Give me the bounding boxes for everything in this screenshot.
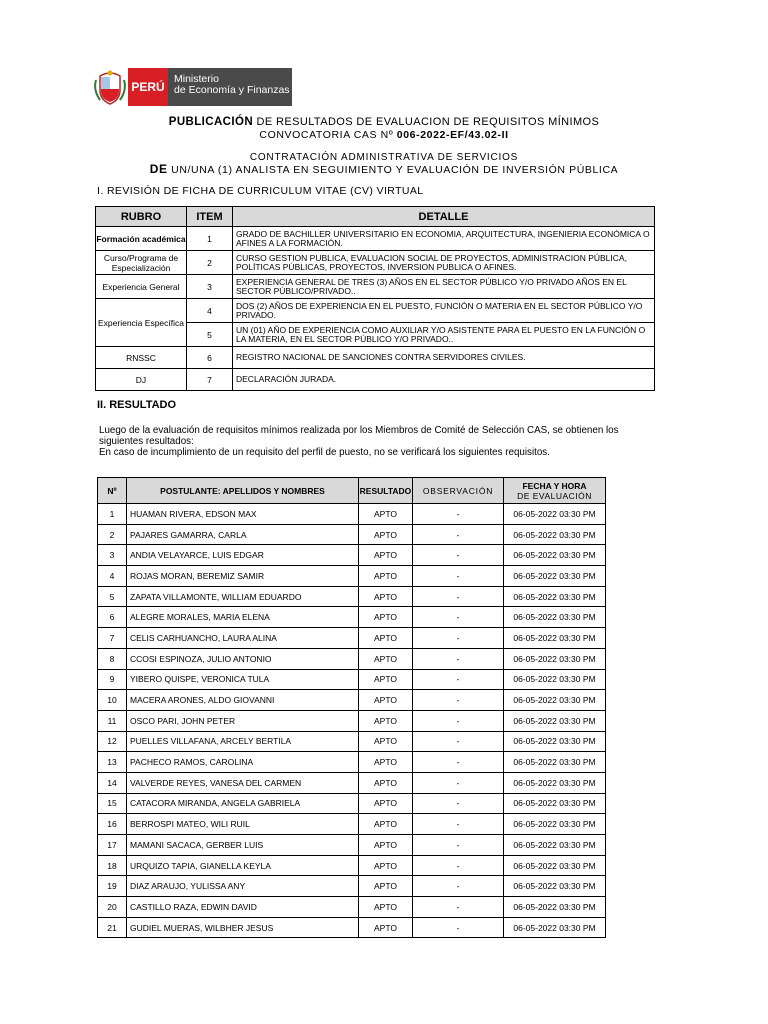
applicant-name: MAMANI SACACA, GERBER LUIS	[127, 835, 359, 856]
title-bold-word: PUBLICACIÓN	[168, 116, 254, 128]
observation-cell: -	[413, 772, 504, 793]
title-line-4	[0, 162, 768, 176]
evaluation-date: 06-05-2022 03:30 PM	[504, 710, 606, 731]
result-cell: APTO	[359, 731, 413, 752]
evaluation-date: 06-05-2022 03:30 PM	[504, 690, 606, 711]
detail-cell: DOS (2) AÑOS DE EXPERIENCIA EN EL PUESTO, FUNCIÓN O MATERIA EN EL SECTOR PÚBLICO Y/O PRIVADO.	[233, 299, 655, 323]
observation-cell: -	[413, 628, 504, 649]
header-item: ITEM	[187, 207, 233, 227]
row-number: 6	[98, 607, 127, 628]
convocatoria-label: CONVOCATORIA CAS Nº	[259, 129, 394, 141]
table-row	[98, 628, 606, 649]
intro-note: En caso de incumplimiento de un requisito del perfil de puesto, no se verificará los siguientes requisitos.	[99, 447, 550, 458]
row-number: 4	[98, 566, 127, 587]
detail-cell: EXPERIENCIA GENERAL DE TRES (3) AÑOS EN EL SECTOR PÚBLICO Y/O PRIVADO AÑOS EN EL SECTOR PÚBLICO/PRIVADO..	[233, 275, 655, 299]
observation-cell: -	[413, 524, 504, 545]
applicant-name: PUELLES VILLAFANA, ARCELY BERTILA	[127, 731, 359, 752]
item-cell: 5	[187, 323, 233, 347]
row-number: 10	[98, 690, 127, 711]
requirement-row	[96, 251, 655, 275]
observation-cell: -	[413, 504, 504, 525]
observation-cell: -	[413, 876, 504, 897]
title-line-4-prefix: DE	[149, 162, 168, 176]
applicant-name: CATACORA MIRANDA, ANGELA GABRIELA	[127, 793, 359, 814]
applicant-name: CELIS CARHUANCHO, LAURA ALINA	[127, 628, 359, 649]
result-cell: APTO	[359, 669, 413, 690]
row-number: 3	[98, 545, 127, 566]
evaluation-date: 06-05-2022 03:30 PM	[504, 835, 606, 856]
evaluation-date: 06-05-2022 03:30 PM	[504, 648, 606, 669]
intro-paragraph: Luego de la evaluación de requisitos mínimos realizada por los Miembros de Comité de Selección CAS, se obtienen los siguientes resultados:	[99, 425, 619, 447]
table-row	[98, 648, 606, 669]
applicant-name: ZAPATA VILLAMONTE, WILLIAM EDUARDO	[127, 586, 359, 607]
evaluation-date: 06-05-2022 03:30 PM	[504, 814, 606, 835]
result-cell: APTO	[359, 566, 413, 587]
results-intro	[99, 425, 659, 458]
requirement-row	[96, 347, 655, 369]
header-number: Nº	[98, 478, 127, 504]
evaluation-date: 06-05-2022 03:30 PM	[504, 793, 606, 814]
detail-cell: UN (01) AÑO DE EXPERIENCIA COMO AUXILIAR Y/O ASISTENTE PARA EL PUESTO EN LA FUNCIÓN O LA MATERIA, EN EL SECTOR PÚBLICO Y/O PRIVADO..	[233, 323, 655, 347]
row-number: 17	[98, 835, 127, 856]
title-line-1	[0, 116, 768, 128]
header-rubro: RUBRO	[96, 207, 187, 227]
result-cell: APTO	[359, 897, 413, 918]
observation-cell: -	[413, 545, 504, 566]
result-cell: APTO	[359, 628, 413, 649]
applicant-name: ALEGRE MORALES, MARIA ELENA	[127, 607, 359, 628]
row-number: 19	[98, 876, 127, 897]
header-postulante: POSTULANTE: APELLIDOS Y NOMBRES	[127, 478, 359, 504]
observation-cell: -	[413, 566, 504, 587]
table-row	[98, 669, 606, 690]
observation-cell: -	[413, 607, 504, 628]
evaluation-date: 06-05-2022 03:30 PM	[504, 545, 606, 566]
result-cell: APTO	[359, 876, 413, 897]
item-cell: 3	[187, 275, 233, 299]
rubro-text: Curso/Programa de Especialización	[103, 252, 179, 273]
brand-label: PERÚ	[128, 68, 168, 106]
row-number: 9	[98, 669, 127, 690]
row-number: 13	[98, 752, 127, 773]
evaluation-date: 06-05-2022 03:30 PM	[504, 669, 606, 690]
evaluation-date: 06-05-2022 03:30 PM	[504, 586, 606, 607]
requirements-header-row	[96, 207, 655, 227]
table-row	[98, 855, 606, 876]
evaluation-date: 06-05-2022 03:30 PM	[504, 855, 606, 876]
rubro-cell: Formación académica	[96, 227, 187, 251]
applicant-name: VALVERDE REYES, VANESA DEL CARMEN	[127, 772, 359, 793]
applicant-name: ANDIA VELAYARCE, LUIS EDGAR	[127, 545, 359, 566]
section-1-title: I. REVISIÓN DE FICHA DE CURRICULUM VITAE (CV) VIRTUAL	[97, 185, 424, 197]
table-row	[98, 586, 606, 607]
results-table	[97, 477, 606, 938]
result-cell: APTO	[359, 814, 413, 835]
result-cell: APTO	[359, 917, 413, 938]
table-row	[98, 545, 606, 566]
table-row	[98, 752, 606, 773]
result-cell: APTO	[359, 772, 413, 793]
evaluation-date: 06-05-2022 03:30 PM	[504, 772, 606, 793]
table-row	[98, 835, 606, 856]
observation-cell: -	[413, 586, 504, 607]
observation-cell: -	[413, 752, 504, 773]
applicant-name: ROJAS MORAN, BEREMIZ SAMIR	[127, 566, 359, 587]
header-observacion: OBSERVACIÓN	[413, 478, 504, 504]
requirement-row	[96, 369, 655, 391]
applicant-name: PACHECO RAMOS, CAROLINA	[127, 752, 359, 773]
row-number: 20	[98, 897, 127, 918]
row-number: 12	[98, 731, 127, 752]
result-cell: APTO	[359, 752, 413, 773]
table-row	[98, 876, 606, 897]
row-number: 18	[98, 855, 127, 876]
result-cell: APTO	[359, 855, 413, 876]
detail-cell: CURSO GESTION PUBLICA, EVALUACION SOCIAL DE PROYECTOS, ADMINISTRACION PÚBLICA, POLÍTICAS PÚBLICAS, PROYECTOS, INVERSION PUBLICA O AFINES.	[233, 251, 655, 275]
applicant-name: CASTILLO RAZA, EDWIN DAVID	[127, 897, 359, 918]
table-row	[98, 731, 606, 752]
result-cell: APTO	[359, 607, 413, 628]
ministry-name	[168, 68, 292, 106]
rubro-cell: Experiencia General	[96, 275, 187, 299]
row-number: 8	[98, 648, 127, 669]
title-line-1-text: DE RESULTADOS DE EVALUACION DE REQUISITOS MÍNIMOS	[256, 116, 600, 128]
row-number: 21	[98, 917, 127, 938]
results-header-row	[98, 478, 606, 504]
applicant-name: CCOSI ESPINOZA, JULIO ANTONIO	[127, 648, 359, 669]
row-number: 15	[98, 793, 127, 814]
applicant-name: YIBERO QUISPE, VERONICA TULA	[127, 669, 359, 690]
table-row	[98, 690, 606, 711]
ministry-line-1: Ministerio	[174, 73, 219, 85]
ministry-line-2: de Economía y Finanzas	[174, 84, 290, 96]
result-cell: APTO	[359, 690, 413, 711]
observation-cell: -	[413, 669, 504, 690]
item-cell: 4	[187, 299, 233, 323]
requirement-row	[96, 227, 655, 251]
rubro-cell: Experiencia Específica	[96, 299, 187, 347]
item-cell: 1	[187, 227, 233, 251]
result-cell: APTO	[359, 710, 413, 731]
result-cell: APTO	[359, 545, 413, 566]
observation-cell: -	[413, 793, 504, 814]
title-line-2	[0, 129, 768, 141]
applicant-name: GUDIEL MUERAS, WILBHER JESUS	[127, 917, 359, 938]
detail-cell: REGISTRO NACIONAL DE SANCIONES CONTRA SERVIDORES CIVILES.	[233, 347, 655, 369]
row-number: 16	[98, 814, 127, 835]
table-row	[98, 504, 606, 525]
applicant-name: OSCO PARI, JOHN PETER	[127, 710, 359, 731]
applicant-name: BERROSPI MATEO, WILI RUIL	[127, 814, 359, 835]
observation-cell: -	[413, 855, 504, 876]
convocatoria-code: 006-2022-EF/43.02-II	[396, 129, 509, 141]
evaluation-date: 06-05-2022 03:30 PM	[504, 524, 606, 545]
result-cell: APTO	[359, 504, 413, 525]
observation-cell: -	[413, 731, 504, 752]
result-cell: APTO	[359, 793, 413, 814]
title-line-3: CONTRATACIÓN ADMINISTRATIVA DE SERVICIOS	[249, 152, 519, 163]
header-fecha	[504, 478, 606, 504]
rubro-cell: DJ	[96, 369, 187, 391]
observation-cell: -	[413, 835, 504, 856]
table-row	[98, 814, 606, 835]
result-cell: APTO	[359, 648, 413, 669]
detail-cell: GRADO DE BACHILLER UNIVERSITARIO EN ECONOMIA, ARQUITECTURA, INGENIERIA ECONÓMICA O AFINES A LA FORMACIÓN.	[233, 227, 655, 251]
evaluation-date: 06-05-2022 03:30 PM	[504, 897, 606, 918]
header-resultado: RESULTADO	[359, 478, 413, 504]
result-cell: APTO	[359, 835, 413, 856]
result-cell: APTO	[359, 524, 413, 545]
row-number: 1	[98, 504, 127, 525]
table-row	[98, 793, 606, 814]
rubro-cell: RNSSC	[96, 347, 187, 369]
header-detalle: DETALLE	[233, 207, 655, 227]
requirements-table	[95, 206, 655, 391]
table-row	[98, 897, 606, 918]
evaluation-date: 06-05-2022 03:30 PM	[504, 876, 606, 897]
row-number: 14	[98, 772, 127, 793]
applicant-name: DIAZ ARAUJO, YULISSA ANY	[127, 876, 359, 897]
detail-cell: DECLARACIÓN JURADA.	[233, 369, 655, 391]
evaluation-date: 06-05-2022 03:30 PM	[504, 628, 606, 649]
rubro-cell	[96, 251, 187, 275]
requirement-row	[96, 299, 655, 323]
row-number: 5	[98, 586, 127, 607]
result-cell: APTO	[359, 586, 413, 607]
table-row	[98, 607, 606, 628]
section-2-title: II. RESULTADO	[97, 399, 177, 411]
row-number: 11	[98, 710, 127, 731]
observation-cell: -	[413, 917, 504, 938]
item-cell: 7	[187, 369, 233, 391]
evaluation-date: 06-05-2022 03:30 PM	[504, 731, 606, 752]
applicant-name: URQUIZO TAPIA, GIANELLA KEYLA	[127, 855, 359, 876]
header-fecha-line1: FECHA Y HORA	[522, 480, 587, 491]
evaluation-date: 06-05-2022 03:30 PM	[504, 566, 606, 587]
evaluation-date: 06-05-2022 03:30 PM	[504, 752, 606, 773]
applicant-name: PAJARES GAMARRA, CARLA	[127, 524, 359, 545]
table-row	[98, 917, 606, 938]
observation-cell: -	[413, 814, 504, 835]
applicant-name: MACERA ARONES, ALDO GIOVANNI	[127, 690, 359, 711]
table-row	[98, 710, 606, 731]
evaluation-date: 06-05-2022 03:30 PM	[504, 917, 606, 938]
table-row	[98, 524, 606, 545]
item-cell: 6	[187, 347, 233, 369]
evaluation-date: 06-05-2022 03:30 PM	[504, 607, 606, 628]
header-fecha-line2: DE EVALUACIÓN	[517, 490, 592, 501]
row-number: 2	[98, 524, 127, 545]
row-number: 7	[98, 628, 127, 649]
observation-cell: -	[413, 710, 504, 731]
observation-cell: -	[413, 648, 504, 669]
coat-of-arms-icon	[92, 68, 128, 106]
item-cell: 2	[187, 251, 233, 275]
observation-cell: -	[413, 690, 504, 711]
table-row	[98, 772, 606, 793]
observation-cell: -	[413, 897, 504, 918]
table-row	[98, 566, 606, 587]
mef-logo	[92, 68, 292, 106]
evaluation-date: 06-05-2022 03:30 PM	[504, 504, 606, 525]
requirement-row	[96, 275, 655, 299]
applicant-name: HUAMAN RIVERA, EDSON MAX	[127, 504, 359, 525]
position-title: UN/UNA (1) ANALISTA EN SEGUIMIENTO Y EVALUACIÓN DE INVERSIÓN PÚBLICA	[171, 164, 619, 176]
